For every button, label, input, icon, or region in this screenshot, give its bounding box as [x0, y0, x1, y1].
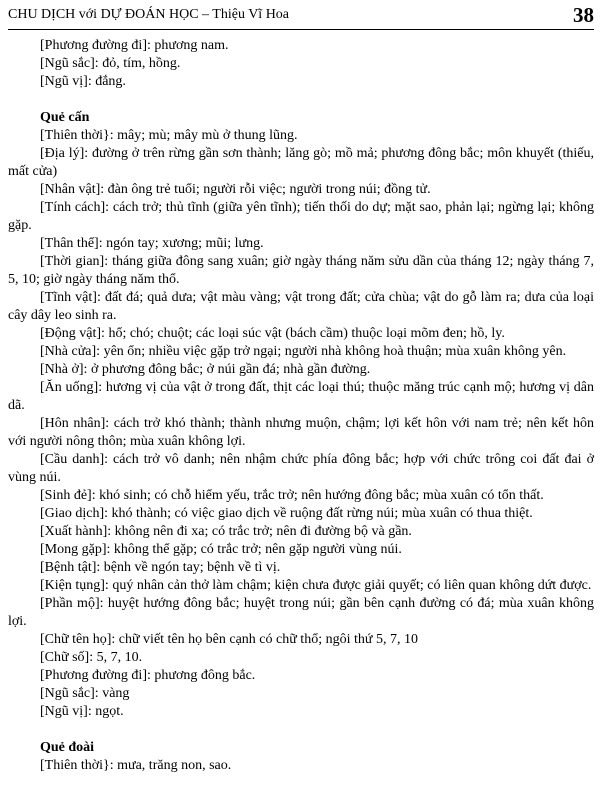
entry-text: vàng [102, 686, 130, 701]
section-que-doai [8, 739, 594, 775]
entry-label: [Nhà cửa]: [40, 344, 101, 359]
entry-ngu-sac [8, 55, 594, 73]
entry-label: [Chữ tên họ]: [40, 632, 116, 647]
entry-label: [Chữ số]: [40, 650, 94, 665]
page-number: 38 [573, 3, 594, 27]
entry-nha-o [8, 361, 594, 379]
entry-text: ngọt. [95, 704, 124, 719]
entry-ngu-vi [8, 703, 594, 721]
entry-text: bệnh về ngón tay; bệnh về tì vị. [103, 560, 281, 575]
entry-label: [Động vật]: [40, 326, 105, 341]
entry-dia-ly [8, 145, 594, 181]
entry-thien-thoi [8, 757, 594, 775]
section-title: Quẻ cấn [40, 110, 90, 125]
entry-label: [Ngũ vị]: [40, 704, 92, 719]
entry-ngu-sac [8, 685, 594, 703]
entry-label: [Bệnh tật]: [40, 560, 101, 575]
entry-benh-tat [8, 559, 594, 577]
entry-text: ở phương đông bắc; ở núi gần đá; nhà gần đường. [90, 362, 371, 377]
entry-cau-danh [8, 451, 594, 487]
entry-tinh-cach [8, 199, 594, 235]
entry-text: phương nam. [154, 38, 229, 53]
entry-nha-cua [8, 343, 594, 361]
entry-text: đường ở trên rừng gần sơn thành; lăng gò; mồ mả; phương đông bắc; môn khuyết (thiếu, mất cửa) [8, 146, 594, 179]
entry-label: [Tính cách]: [40, 200, 110, 215]
entry-text: đắng. [95, 74, 126, 89]
entry-label: [Địa lý]: [40, 146, 89, 161]
section-que-can [8, 109, 594, 721]
entry-text: mưa, trăng non, sao. [117, 758, 232, 773]
entry-label: [Ngũ sắc]: [40, 56, 99, 71]
entry-label: [Ngũ sắc]: [40, 686, 99, 701]
entry-mong-gap [8, 541, 594, 559]
entry-label: [Ngũ vị]: [40, 74, 92, 89]
entry-thien-thoi [8, 127, 594, 145]
entry-text: phương đông bắc. [154, 668, 256, 683]
entry-an-uong [8, 379, 594, 415]
entry-text: hương vị của vật ở trong đất, thịt các loại thú; thuộc măng trúc cạnh mộ; hương vị dân dã. [8, 380, 595, 413]
entry-text: đất đá; quả dưa; vật màu vàng; vật trong đất; cửa chùa; vật do gỗ làm ra; dưa của loại cây dây leo sinh ra. [8, 290, 594, 323]
entry-label: [Mong gặp]: [40, 542, 111, 557]
entry-label: [Giao dịch]: [40, 506, 109, 521]
entry-label: [Thiên thời}: [40, 758, 114, 773]
entry-label: [Kiện tụng]: [40, 578, 109, 593]
entry-text: ngón tay; xương; mũi; lưng. [106, 236, 264, 251]
entry-text: không nên đi xa; có trắc trở; nên đi đường bộ và gần. [114, 524, 412, 539]
header-rule [8, 29, 594, 30]
entry-text: hổ; chó; chuột; các loại súc vật (bách cầm) thuộc loại mõm đen; hồ, ly. [108, 326, 505, 341]
entry-tinh-vat [8, 289, 594, 325]
entry-thoi-gian [8, 253, 594, 289]
entry-text: quý nhân cản thở làm chậm; kiện chưa được giải quyết; có liên quan không dứt được. [112, 578, 592, 593]
entry-text: 5, 7, 10. [96, 650, 143, 665]
entry-phuong-duong-di [8, 37, 594, 55]
entry-phan-mo [8, 595, 594, 631]
entry-chu-ten-ho [8, 631, 594, 649]
entry-than-the [8, 235, 594, 253]
entry-label: [Phần mộ]: [40, 596, 104, 611]
entry-label: [Sinh đẻ]: [40, 488, 96, 503]
entry-label: [Hôn nhân]: [40, 416, 110, 431]
entry-label: [Nhân vật]: [40, 182, 105, 197]
entry-text: yên ổn; nhiều việc gặp trở ngại; người nhà không hoà thuận; mùa xuân không yên. [103, 344, 567, 359]
entry-kien-tung [8, 577, 594, 595]
entry-text: không thể gặp; có trắc trở; nên gặp người vùng núi. [113, 542, 402, 557]
entry-text: đàn ông trẻ tuổi; người rỗi việc; người trong núi; đồng tử. [107, 182, 431, 197]
entry-xuat-hanh [8, 523, 594, 541]
entry-text: khó sinh; có chỗ hiểm yếu, trắc trở; nên hướng đông bắc; mùa xuân có tổn thất. [99, 488, 544, 503]
entry-nhan-vat [8, 181, 594, 199]
entry-text: khó thành; có việc giao dịch về ruộng đất rừng núi; mùa xuân có thua thiệt. [111, 506, 533, 521]
entry-text: tháng giữa đông sang xuân; giờ ngày tháng năm sửu dần của tháng 12; ngày tháng 7, 5, 10; giờ ngày tháng năm thổ. [8, 254, 595, 287]
entry-chu-so [8, 649, 594, 667]
entry-ngu-vi [8, 73, 594, 91]
entry-label: [Thiên thời}: [40, 128, 114, 143]
entry-label: [Phương đường đi]: [40, 38, 151, 53]
entry-dong-vat [8, 325, 594, 343]
entry-text: cách trở khó thành; thành nhưng muộn, chậm; lợi kết hôn với nam trẻ; nên kết hôn với người nông thôn; mùa xuân không lợi. [8, 416, 594, 449]
section-title: Quẻ đoài [40, 740, 95, 755]
header-title: CHU DỊCH với DỰ ĐOÁN HỌC – Thiệu Vĩ Hoa [8, 7, 290, 22]
entry-label: [Thời gian]: [40, 254, 109, 269]
entry-phuong-duong-di [8, 667, 594, 685]
entry-hon-nhan [8, 415, 594, 451]
entry-label: [Xuất hành]: [40, 524, 112, 539]
entry-text: huyệt hướng đông bắc; huyệt trong núi; gần bên cạnh đường có đá; mùa xuân không lợi. [8, 596, 595, 629]
entry-label: [Thân thể]: [40, 236, 103, 251]
entry-label: [Nhà ở]: [40, 362, 88, 377]
entry-label: [Ăn uống]: [40, 380, 103, 395]
entry-text: cách trở vô danh; nên nhậm chức phía đông bắc; hợp với chức trông coi đất đai ở vùng núi. [8, 452, 594, 485]
entry-text: chữ viết tên họ bên cạnh có chữ thổ; ngôi thứ 5, 7, 10 [118, 632, 418, 647]
page-content [8, 37, 594, 775]
entry-label: [Tĩnh vật]: [40, 290, 101, 305]
entry-text: đỏ, tím, hồng. [102, 56, 181, 71]
entry-text: mây; mù; mây mù ở thung lũng. [117, 128, 298, 143]
entry-text: cách trở; thủ tĩnh (giữa yên tĩnh); tiến thối do dự; mặt sao, phản lại; ngừng lại; không gặp. [8, 200, 595, 233]
entry-label: [Phương đường đi]: [40, 668, 151, 683]
entry-label: [Cầu danh]: [40, 452, 109, 467]
entry-sinh-de [8, 487, 594, 505]
running-header [8, 3, 594, 27]
entry-giao-dich [8, 505, 594, 523]
